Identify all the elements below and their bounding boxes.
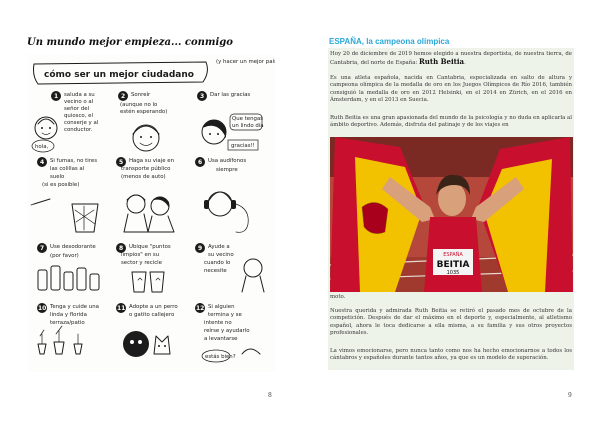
svg-text:9: 9: [198, 245, 203, 252]
poster-item-7: [37, 243, 99, 290]
svg-text:8: 8: [119, 245, 124, 252]
paragraph-career: Es una atleta española, nacida en Cantabria, especializada en salto de altura y campeona olímpica de la medalla de oro en los Juegos Olímpicos de Río 2016, también consiguió la medalla de oro en 2012 Helsinki, en el 2014 en Zürich, en el 2016 en Ámsterdam, y en el 2013 en Suecia.: [330, 75, 572, 104]
poster-item-8: [116, 243, 171, 292]
svg-text:Dar las gracias: Dar las gracias: [210, 92, 251, 98]
paragraph-hobbies: Ruth Beitia es una gran apasionada del mundo de la psicología y no duda en aplicarla al ámbito deportivo. Además, disfruta del patinaje y de los viajes en: [330, 115, 572, 129]
poster-item-11: [116, 303, 178, 357]
svg-text:2: 2: [121, 93, 126, 100]
svg-text:3: 3: [200, 93, 205, 100]
svg-text:conductor.: conductor.: [64, 127, 93, 133]
poster-item-2: [118, 91, 167, 151]
poster-item-12: [195, 303, 260, 362]
bib-country: ESPAÑA: [443, 252, 463, 258]
right-page-title: ESPAÑA, la campeona olímpica: [329, 37, 450, 46]
poster-header: [34, 58, 276, 84]
svg-text:linda y florida: linda y florida: [50, 312, 87, 318]
svg-text:(por favor): (por favor): [50, 253, 79, 259]
left-page-number: 8: [268, 392, 272, 399]
svg-text:a levantarse: a levantarse: [204, 336, 238, 342]
svg-text:1: 1: [54, 93, 59, 100]
poster-item-9: [195, 243, 264, 292]
right-page: [300, 0, 600, 424]
left-page-title: Un mundo mejor empieza... conmigo: [27, 37, 233, 48]
athlete-photo: [330, 137, 573, 292]
svg-text:(si es posible): (si es posible): [42, 182, 80, 188]
svg-text:suelo: suelo: [50, 174, 65, 180]
svg-text:su vecino: su vecino: [208, 252, 234, 258]
athlete-photo-drawing: [330, 137, 573, 292]
poster-item-3: [197, 91, 264, 150]
poster-item-6: [195, 157, 248, 232]
svg-text:señor del: señor del: [64, 106, 90, 112]
svg-text:Que tengas: Que tengas: [232, 116, 264, 122]
svg-text:o gatito callejero: o gatito callejero: [129, 312, 175, 318]
paragraph-hobbies-cont: moto.: [330, 294, 346, 300]
poster-header-text: cómo ser un mejor ciudadano: [44, 70, 194, 80]
svg-text:Haga su viaje en: Haga su viaje en: [129, 158, 174, 164]
svg-text:intente no: intente no: [204, 320, 232, 326]
svg-text:6: 6: [198, 159, 203, 166]
svg-text:las colillas al: las colillas al: [50, 166, 85, 172]
svg-text:quiosco, el: quiosco, el: [64, 113, 93, 119]
svg-text:estén esperando): estén esperando): [120, 109, 168, 115]
svg-text:12: 12: [196, 305, 205, 312]
svg-text:(menos de auto): (menos de auto): [121, 174, 166, 180]
citizen-poster-drawing: [28, 54, 275, 372]
svg-text:10: 10: [38, 305, 47, 312]
paragraph-retirement: Nuestra querida y admirada Ruth Beitia se retiró el pasado mes de octubre de la competición. Después de dar el máximo en el deporte y, especialmente, al atletismo español, ahora le toca dedicarse a ella misma, a su familia y sus otros proyectos profesionales.: [330, 308, 572, 337]
svg-text:5: 5: [119, 159, 124, 166]
bib-name: BEITIA: [436, 260, 470, 270]
svg-text:transporte público: transporte público: [121, 166, 171, 172]
svg-text:7: 7: [40, 245, 45, 252]
intro-text: Hoy 20 de diciembre de 2019 hemos elegido a nuestra deportista, de nuestra tierra, de Cantabria, del norte de España:: [330, 51, 572, 67]
svg-text:saluda a su: saluda a su: [64, 92, 95, 98]
svg-text:gracias!!: gracias!!: [231, 143, 255, 149]
svg-text:Si fumas, no tires: Si fumas, no tires: [50, 158, 97, 164]
svg-text:sector y recicle: sector y recicle: [121, 260, 162, 266]
svg-text:Si alguien: Si alguien: [208, 304, 235, 310]
poster-header-note: (y hacer un mejor país): [216, 59, 275, 65]
svg-text:Usa audífonos: Usa audífonos: [208, 158, 247, 164]
svg-text:necesite: necesite: [204, 268, 227, 274]
right-page-number: 9: [568, 392, 572, 399]
svg-text:(aunque no lo: (aunque no lo: [120, 102, 158, 108]
svg-text:11: 11: [117, 305, 126, 312]
citizen-poster: [28, 54, 275, 372]
svg-text:Tenga y cuide una: Tenga y cuide una: [50, 304, 99, 310]
svg-text:Ayude a: Ayude a: [208, 244, 230, 250]
intro-end: .: [464, 60, 466, 67]
svg-text:terraza/patio: terraza/patio: [50, 320, 85, 326]
svg-text:un lindo día: un lindo día: [232, 123, 264, 129]
poster-item-5: [116, 157, 174, 232]
poster-item-1: [32, 91, 98, 152]
poster-item-4: [31, 157, 98, 232]
svg-text:Use desodorante: Use desodorante: [50, 244, 96, 250]
bib-number: 1035: [446, 270, 460, 276]
svg-text:limpios" en su: limpios" en su: [121, 252, 160, 258]
svg-text:cuando lo: cuando lo: [204, 260, 231, 266]
svg-text:reírse y ayudarlo: reírse y ayudarlo: [204, 328, 250, 334]
svg-text:Sonreír: Sonreír: [131, 92, 151, 98]
svg-text:vecino o al: vecino o al: [64, 99, 94, 105]
poster-item-10: [37, 303, 99, 354]
svg-text:Adopte a un perro: Adopte a un perro: [129, 304, 178, 310]
athlete-name: Ruth Beitia: [418, 57, 465, 67]
paragraph-closing: La vimos emocionarse, pero nunca tanto como nos ha hecho emocionarnos a todos los cántabros y españoles durante tantos años, ya que es un modelo de superación.: [330, 348, 572, 362]
svg-text:hola,: hola,: [35, 144, 49, 150]
svg-text:siempre: siempre: [216, 167, 238, 173]
svg-text:estás bien?: estás bien?: [205, 354, 236, 360]
svg-text:4: 4: [40, 159, 45, 166]
svg-text:termina y se: termina y se: [208, 312, 242, 318]
svg-text:Ubique "puntos: Ubique "puntos: [129, 244, 171, 250]
svg-text:conserje y al: conserje y al: [64, 120, 99, 126]
paragraph-intro: [330, 51, 572, 68]
